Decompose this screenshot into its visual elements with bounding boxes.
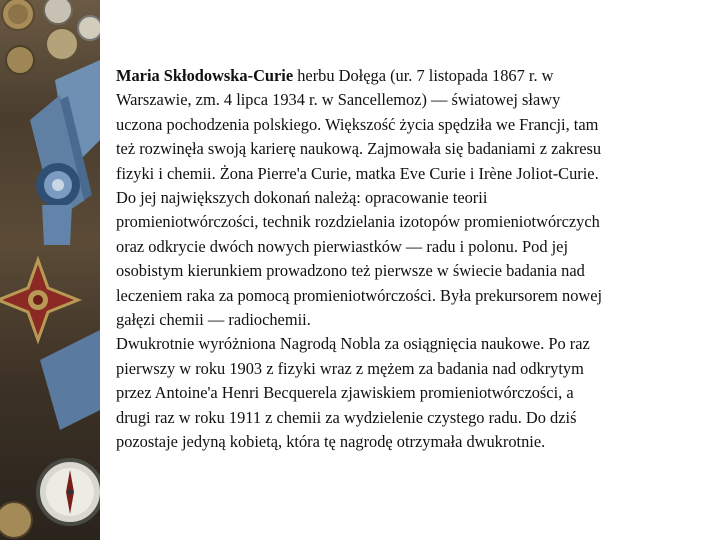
- paragraph-1: herbu Dołęga (ur. 7 listopada 1867 r. w Warszawie, zm. 4 lipca 1934 r. w Sancellemoz) — światowej sławy uczona pochodzenia polskiego. Większość życia spędziła we Francji, tam też rozwinęła swoją karierę naukową. Zajmowała się badaniami z zakresu fizyki i chemii. Żona Pierre'a Curie, matka Eve Curie i Irène Joliot-Curie. Do jej największych dokonań należą: opracowanie teorii promieniotwórczości, technik rozdzielania izotopów promieniotwórczych oraz odkrycie dwóch nowych pierwiastków — radu i polonu. Pod jej osobistym kierunkiem prowadzono też pierwsze w świecie badania nad leczeniem raka za pomocą promieniotwórczości. Była prekursorem nowej gałęzi chemii — radiochemii.: [116, 66, 603, 330]
- side-decorative-image: [0, 0, 100, 540]
- biography-text: [116, 64, 712, 455]
- person-name: Maria Skłodowska-Curie: [116, 66, 294, 85]
- paragraph-2: Dwukrotnie wyróżniona Nagrodą Nobla za osiągnięcia naukowe. Po raz pierwszy w roku 1903 z fizyki wraz z mężem za badania nad odkrytym przez Antoine'a Henri Becquerela zjawiskiem promieniotwórczości, a drugi raz w roku 1911 z chemii za wydzielenie czystego radu. Do dziś pozostaje jedyną kobietą, która tę nagrodę otrzymała dwukrotnie.: [116, 334, 590, 452]
- medals-compass-icon: [0, 0, 100, 540]
